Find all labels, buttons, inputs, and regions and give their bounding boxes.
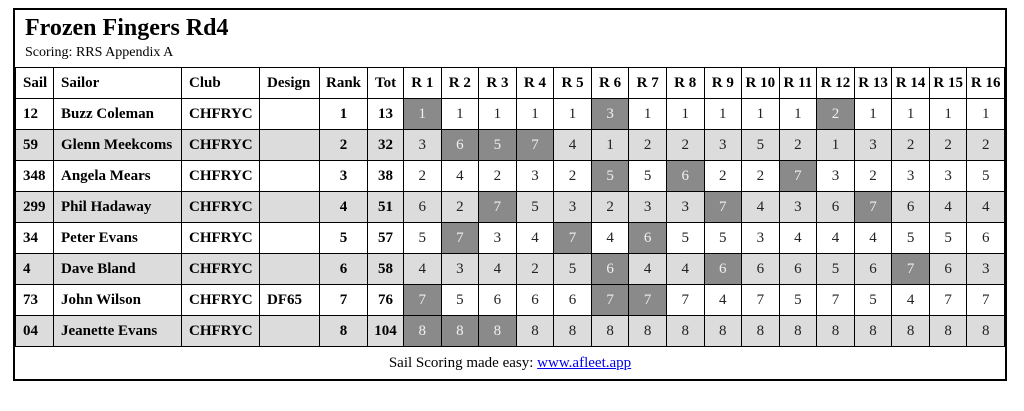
race-score-cell: 2 [516, 254, 554, 285]
design-cell [260, 99, 320, 130]
race-score-cell: 4 [591, 223, 629, 254]
race-score-cell: 4 [441, 161, 479, 192]
sailor-cell: Peter Evans [54, 223, 182, 254]
column-header-r13: R 13 [854, 68, 892, 99]
race-score-cell-discarded: 7 [404, 285, 442, 316]
race-score-cell-discarded: 5 [591, 161, 629, 192]
race-score-cell: 4 [516, 223, 554, 254]
race-score-cell: 1 [779, 99, 817, 130]
race-score-cell-discarded: 6 [591, 254, 629, 285]
race-score-cell: 8 [854, 316, 892, 347]
race-score-cell: 5 [441, 285, 479, 316]
race-score-cell: 6 [742, 254, 780, 285]
sailor-cell: John Wilson [54, 285, 182, 316]
race-score-cell: 1 [666, 99, 704, 130]
column-header-r5: R 5 [554, 68, 592, 99]
sailor-cell: Phil Hadaway [54, 192, 182, 223]
race-score-cell: 5 [404, 223, 442, 254]
results-board [13, 8, 1007, 381]
sail-cell: 04 [16, 316, 54, 347]
total-cell: 104 [368, 316, 404, 347]
column-header-r2: R 2 [441, 68, 479, 99]
race-score-cell: 4 [967, 192, 1005, 223]
race-score-cell: 1 [892, 99, 930, 130]
scoring-subtitle: Scoring: RRS Appendix A [25, 44, 174, 60]
race-score-cell: 2 [666, 130, 704, 161]
race-score-cell: 5 [892, 223, 930, 254]
column-header-r6: R 6 [591, 68, 629, 99]
race-score-cell: 2 [854, 161, 892, 192]
column-header-r9: R 9 [704, 68, 742, 99]
race-score-cell: 3 [779, 192, 817, 223]
race-score-cell-discarded: 5 [479, 130, 517, 161]
race-score-cell: 4 [854, 223, 892, 254]
rank-cell: 3 [320, 161, 368, 192]
column-header-r14: R 14 [892, 68, 930, 99]
race-score-cell: 3 [929, 161, 967, 192]
race-score-cell: 4 [404, 254, 442, 285]
race-score-cell: 2 [929, 130, 967, 161]
race-score-cell: 6 [479, 285, 517, 316]
race-score-cell: 1 [929, 99, 967, 130]
design-cell [260, 223, 320, 254]
club-cell: CHFRYC [182, 254, 260, 285]
club-cell: CHFRYC [182, 192, 260, 223]
race-score-cell: 8 [554, 316, 592, 347]
results-table [15, 67, 1005, 347]
race-score-cell: 8 [591, 316, 629, 347]
column-header-sailor: Sailor [54, 68, 182, 99]
race-score-cell: 4 [779, 223, 817, 254]
race-score-cell: 4 [817, 223, 855, 254]
rank-cell: 6 [320, 254, 368, 285]
column-header-r10: R 10 [742, 68, 780, 99]
race-score-cell: 8 [967, 316, 1005, 347]
club-cell: CHFRYC [182, 161, 260, 192]
race-score-cell: 3 [892, 161, 930, 192]
rank-cell: 1 [320, 99, 368, 130]
sailor-cell: Glenn Meekcoms [54, 130, 182, 161]
column-header-r1: R 1 [404, 68, 442, 99]
race-score-cell-discarded: 7 [779, 161, 817, 192]
column-header-r7: R 7 [629, 68, 667, 99]
table-body [16, 99, 1005, 347]
race-score-cell: 3 [441, 254, 479, 285]
table-row [16, 130, 1005, 161]
rank-cell: 4 [320, 192, 368, 223]
race-score-cell-discarded: 6 [666, 161, 704, 192]
race-score-cell: 2 [479, 161, 517, 192]
race-score-cell: 3 [817, 161, 855, 192]
race-score-cell: 2 [554, 161, 592, 192]
club-cell: CHFRYC [182, 316, 260, 347]
total-cell: 51 [368, 192, 404, 223]
race-score-cell: 1 [704, 99, 742, 130]
total-cell: 13 [368, 99, 404, 130]
rank-cell: 5 [320, 223, 368, 254]
race-score-cell-discarded: 7 [554, 223, 592, 254]
race-score-cell: 5 [854, 285, 892, 316]
column-header-r16: R 16 [967, 68, 1005, 99]
race-score-cell-discarded: 6 [629, 223, 667, 254]
race-score-cell: 7 [666, 285, 704, 316]
race-score-cell-discarded: 7 [591, 285, 629, 316]
sailor-cell: Jeanette Evans [54, 316, 182, 347]
race-score-cell: 2 [779, 130, 817, 161]
design-cell [260, 254, 320, 285]
race-score-cell: 1 [629, 99, 667, 130]
sail-cell: 12 [16, 99, 54, 130]
race-score-cell-discarded: 3 [591, 99, 629, 130]
race-score-cell: 6 [929, 254, 967, 285]
sail-cell: 299 [16, 192, 54, 223]
race-score-cell: 4 [742, 192, 780, 223]
race-score-cell: 2 [892, 130, 930, 161]
race-score-cell: 1 [967, 99, 1005, 130]
club-cell: CHFRYC [182, 285, 260, 316]
race-score-cell: 3 [404, 130, 442, 161]
race-score-cell-discarded: 7 [516, 130, 554, 161]
club-cell: CHFRYC [182, 130, 260, 161]
race-score-cell-discarded: 7 [479, 192, 517, 223]
race-score-cell-discarded: 6 [704, 254, 742, 285]
table-row [16, 161, 1005, 192]
column-header-rank: Rank [320, 68, 368, 99]
race-score-cell: 3 [479, 223, 517, 254]
column-header-r8: R 8 [666, 68, 704, 99]
race-score-cell: 4 [629, 254, 667, 285]
sail-cell: 73 [16, 285, 54, 316]
race-score-cell: 1 [441, 99, 479, 130]
table-row [16, 285, 1005, 316]
race-score-cell: 5 [666, 223, 704, 254]
race-score-cell: 8 [629, 316, 667, 347]
table-row [16, 316, 1005, 347]
page-title: Frozen Fingers Rd4 [25, 15, 229, 41]
race-score-cell: 1 [554, 99, 592, 130]
race-score-cell: 3 [854, 130, 892, 161]
race-score-cell: 4 [554, 130, 592, 161]
race-score-cell: 6 [817, 192, 855, 223]
race-score-cell: 6 [854, 254, 892, 285]
footer-text: Sail Scoring made easy: [388, 355, 538, 372]
race-score-cell: 4 [479, 254, 517, 285]
club-cell: CHFRYC [182, 223, 260, 254]
column-header-r12: R 12 [817, 68, 855, 99]
design-cell [260, 130, 320, 161]
race-score-cell: 4 [666, 254, 704, 285]
race-score-cell: 1 [854, 99, 892, 130]
race-score-cell: 8 [892, 316, 930, 347]
race-score-cell: 3 [629, 192, 667, 223]
race-score-cell: 5 [516, 192, 554, 223]
table-row [16, 192, 1005, 223]
race-score-cell: 5 [704, 223, 742, 254]
sail-cell: 34 [16, 223, 54, 254]
rank-cell: 2 [320, 130, 368, 161]
race-score-cell-discarded: 7 [441, 223, 479, 254]
column-header-r11: R 11 [779, 68, 817, 99]
race-score-cell: 5 [742, 130, 780, 161]
race-score-cell: 3 [967, 254, 1005, 285]
race-score-cell: 7 [742, 285, 780, 316]
race-score-cell: 3 [704, 130, 742, 161]
race-score-cell: 5 [929, 223, 967, 254]
race-score-cell: 8 [929, 316, 967, 347]
table-row [16, 99, 1005, 130]
total-cell: 32 [368, 130, 404, 161]
race-score-cell: 4 [892, 285, 930, 316]
race-score-cell: 2 [704, 161, 742, 192]
sailor-cell: Dave Bland [54, 254, 182, 285]
column-header-r4: R 4 [516, 68, 554, 99]
title-block [15, 10, 1005, 67]
race-score-cell: 3 [516, 161, 554, 192]
race-score-cell: 8 [817, 316, 855, 347]
race-score-cell: 7 [817, 285, 855, 316]
race-score-cell: 5 [779, 285, 817, 316]
column-header-r3: R 3 [479, 68, 517, 99]
race-score-cell: 2 [629, 130, 667, 161]
race-score-cell-discarded: 8 [441, 316, 479, 347]
race-score-cell: 3 [742, 223, 780, 254]
race-score-cell: 3 [554, 192, 592, 223]
sailor-cell: Buzz Coleman [54, 99, 182, 130]
race-score-cell-discarded: 6 [441, 130, 479, 161]
race-score-cell: 8 [516, 316, 554, 347]
race-score-cell: 6 [554, 285, 592, 316]
race-score-cell: 2 [967, 130, 1005, 161]
race-score-cell: 7 [967, 285, 1005, 316]
race-score-cell: 8 [742, 316, 780, 347]
total-cell: 57 [368, 223, 404, 254]
design-cell: DF65 [260, 285, 320, 316]
column-header-sail: Sail [16, 68, 54, 99]
race-score-cell-discarded: 7 [629, 285, 667, 316]
race-score-cell: 6 [779, 254, 817, 285]
race-score-cell: 8 [704, 316, 742, 347]
column-header-design: Design [260, 68, 320, 99]
footer [15, 347, 1005, 379]
design-cell [260, 316, 320, 347]
race-score-cell: 5 [967, 161, 1005, 192]
race-score-cell: 3 [666, 192, 704, 223]
total-cell: 58 [368, 254, 404, 285]
race-score-cell: 1 [516, 99, 554, 130]
column-header-tot: Tot [368, 68, 404, 99]
race-score-cell-discarded: 7 [704, 192, 742, 223]
race-score-cell: 4 [929, 192, 967, 223]
table-row [16, 254, 1005, 285]
rank-cell: 7 [320, 285, 368, 316]
race-score-cell: 2 [591, 192, 629, 223]
race-score-cell: 2 [742, 161, 780, 192]
race-score-cell: 6 [404, 192, 442, 223]
race-score-cell: 6 [967, 223, 1005, 254]
sail-cell: 348 [16, 161, 54, 192]
rank-cell: 8 [320, 316, 368, 347]
race-score-cell: 7 [929, 285, 967, 316]
club-cell: CHFRYC [182, 99, 260, 130]
table-head [16, 68, 1005, 99]
race-score-cell-discarded: 8 [404, 316, 442, 347]
sail-cell: 4 [16, 254, 54, 285]
header-row [16, 68, 1005, 99]
race-score-cell: 1 [817, 130, 855, 161]
race-score-cell: 2 [404, 161, 442, 192]
table-row [16, 223, 1005, 254]
column-header-club: Club [182, 68, 260, 99]
race-score-cell: 5 [554, 254, 592, 285]
race-score-cell: 5 [629, 161, 667, 192]
afleet-link[interactable]: www.afleet.app [537, 355, 632, 372]
race-score-cell: 2 [441, 192, 479, 223]
race-score-cell: 1 [742, 99, 780, 130]
total-cell: 76 [368, 285, 404, 316]
race-score-cell: 4 [704, 285, 742, 316]
race-score-cell-discarded: 1 [404, 99, 442, 130]
sail-cell: 59 [16, 130, 54, 161]
race-score-cell: 1 [591, 130, 629, 161]
sailor-cell: Angela Mears [54, 161, 182, 192]
race-score-cell-discarded: 8 [479, 316, 517, 347]
race-score-cell-discarded: 7 [854, 192, 892, 223]
design-cell [260, 161, 320, 192]
design-cell [260, 192, 320, 223]
race-score-cell-discarded: 2 [817, 99, 855, 130]
race-score-cell: 8 [666, 316, 704, 347]
column-header-r15: R 15 [929, 68, 967, 99]
race-score-cell: 8 [779, 316, 817, 347]
total-cell: 38 [368, 161, 404, 192]
race-score-cell: 5 [817, 254, 855, 285]
race-score-cell: 6 [892, 192, 930, 223]
race-score-cell: 6 [516, 285, 554, 316]
race-score-cell: 1 [479, 99, 517, 130]
race-score-cell-discarded: 7 [892, 254, 930, 285]
